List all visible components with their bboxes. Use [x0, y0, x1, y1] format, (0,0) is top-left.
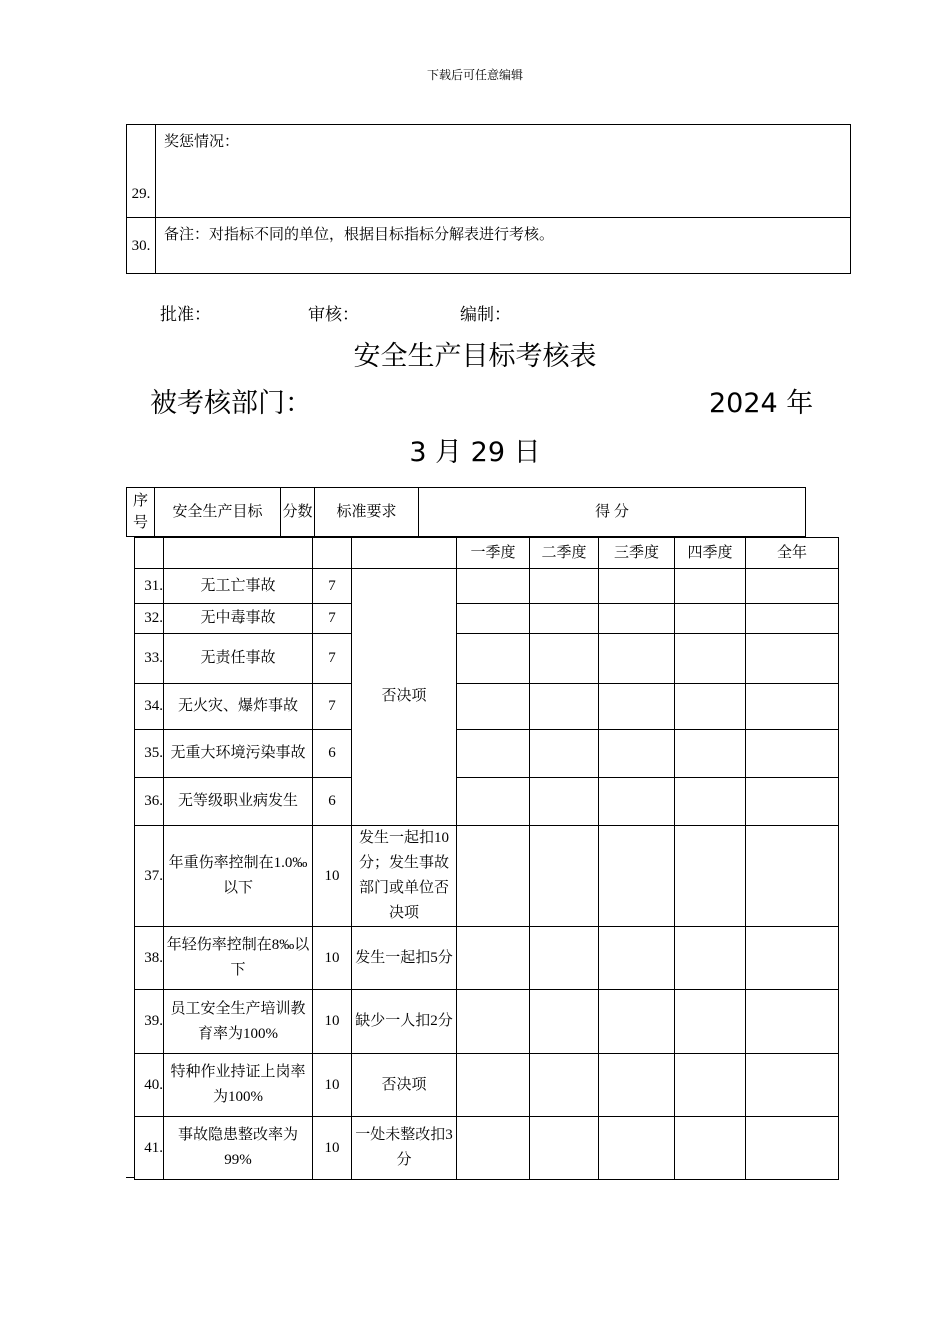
score-q2: [530, 604, 599, 634]
quarter-2-header: 二季度: [530, 538, 599, 569]
veto-standard-cell: 否决项: [352, 569, 457, 826]
score-year: [746, 826, 839, 927]
year-label: 2024 年: [709, 388, 814, 419]
score-year: [746, 634, 839, 684]
score-cell: 10: [313, 990, 352, 1054]
table-row: [135, 684, 839, 730]
dept-label: 被考核部门：: [150, 388, 312, 419]
table-row: [135, 604, 839, 634]
table-bottom-rule: [126, 1177, 134, 1178]
score-cell: 10: [313, 927, 352, 990]
score-q4: [675, 604, 746, 634]
score-year: [746, 778, 839, 826]
score-year: [746, 927, 839, 990]
score-q3: [599, 1054, 675, 1117]
goal-cell: 年重伤率控制在1.0‰以下: [164, 826, 313, 927]
score-year: [746, 604, 839, 634]
score-q1: [457, 1054, 530, 1117]
score-q3: [599, 1117, 675, 1180]
compile-label: 编制：: [460, 305, 511, 324]
goal-cell: 无中毒事故: [164, 604, 313, 634]
table-row: [127, 218, 851, 274]
score-year: [746, 1054, 839, 1117]
quarter-4-header: 四季度: [675, 538, 746, 569]
score-q4: [675, 1117, 746, 1180]
remarks-cell: 备注：对指标不同的单位，根据目标指标分解表进行考核。: [156, 218, 851, 274]
table-row: [135, 730, 839, 778]
blank-cell: [313, 538, 352, 569]
score-year: [746, 1117, 839, 1180]
score-q1: [457, 604, 530, 634]
score-cell: 7: [313, 604, 352, 634]
row-number: 33.: [135, 634, 164, 684]
score-cell: 10: [313, 826, 352, 927]
score-q2: [530, 634, 599, 684]
score-q4: [675, 927, 746, 990]
row-number: 39.: [135, 990, 164, 1054]
score-year: [746, 684, 839, 730]
standard-cell: 一处未整改扣3分: [352, 1117, 457, 1180]
row-number: 30.: [127, 218, 156, 274]
full-year-header: 全年: [746, 538, 839, 569]
approve-label: 批准：: [160, 305, 211, 324]
score-q2: [530, 990, 599, 1054]
score-q2: [530, 569, 599, 604]
goal-cell: 无等级职业病发生: [164, 778, 313, 826]
date-label: 3 月 29 日: [409, 437, 541, 468]
assessment-table-header: [126, 487, 806, 537]
row-number: 40.: [135, 1054, 164, 1117]
row-number: 31.: [135, 569, 164, 604]
standard-header: 标准要求: [315, 488, 419, 537]
standard-cell: 发生一起扣10分；发生事故部门或单位否决项: [352, 826, 457, 927]
quarter-1-header: 一季度: [457, 538, 530, 569]
rewards-penalties-cell: 奖惩情况：: [156, 125, 851, 218]
goal-cell: 无火灾、爆炸事故: [164, 684, 313, 730]
score-q3: [599, 634, 675, 684]
score-q1: [457, 730, 530, 778]
score-cell: 6: [313, 778, 352, 826]
score-year: [746, 730, 839, 778]
score-year: [746, 990, 839, 1054]
standard-cell: 缺少一人扣2分: [352, 990, 457, 1054]
row-number: 37.: [135, 826, 164, 927]
score-q1: [457, 569, 530, 604]
score-q3: [599, 730, 675, 778]
goal-cell: 无重大环境污染事故: [164, 730, 313, 778]
row-number: 38.: [135, 927, 164, 990]
header-row: [127, 488, 806, 537]
score-q1: [457, 990, 530, 1054]
blank-cell: [164, 538, 313, 569]
row-number: 36.: [135, 778, 164, 826]
score-q2: [530, 684, 599, 730]
quarter-3-header: 三季度: [599, 538, 675, 569]
score-cell: 7: [313, 634, 352, 684]
score-q2: [530, 1054, 599, 1117]
score-q4: [675, 826, 746, 927]
score-cell: 10: [313, 1054, 352, 1117]
score-q1: [457, 826, 530, 927]
review-label: 审核：: [308, 305, 359, 324]
seq-header: 序号: [127, 488, 155, 537]
table-row: [135, 634, 839, 684]
score-q3: [599, 569, 675, 604]
score-q2: [530, 778, 599, 826]
score-cell: 7: [313, 684, 352, 730]
quarter-header-row: [135, 538, 839, 569]
standard-cell: 否决项: [352, 1054, 457, 1117]
score-header: 分数: [281, 488, 315, 537]
score-q2: [530, 1117, 599, 1180]
score-q4: [675, 1054, 746, 1117]
table-row: [135, 778, 839, 826]
score-q4: [675, 634, 746, 684]
score-q2: [530, 730, 599, 778]
table-row: [135, 1117, 839, 1180]
row-number: 34.: [135, 684, 164, 730]
score-q4: [675, 684, 746, 730]
page-title: 安全生产目标考核表: [353, 341, 597, 372]
table-row: [135, 990, 839, 1054]
score-q2: [530, 927, 599, 990]
goal-cell: 年轻伤率控制在8‰以下: [164, 927, 313, 990]
goal-header: 安全生产目标: [155, 488, 281, 537]
score-q4: [675, 990, 746, 1054]
score-q3: [599, 826, 675, 927]
row-number: 32.: [135, 604, 164, 634]
score-q1: [457, 927, 530, 990]
score-q1: [457, 778, 530, 826]
score-q4: [675, 569, 746, 604]
score-q2: [530, 826, 599, 927]
score-q1: [457, 684, 530, 730]
score-cell: 7: [313, 569, 352, 604]
score-q1: [457, 634, 530, 684]
table-row: [127, 125, 851, 218]
remarks-table: [126, 124, 851, 274]
table-row: [135, 1054, 839, 1117]
table-row: [135, 569, 839, 604]
goal-cell: 事故隐患整改率为99%: [164, 1117, 313, 1180]
score-q3: [599, 927, 675, 990]
score-q4: [675, 778, 746, 826]
score-q3: [599, 604, 675, 634]
score-q1: [457, 1117, 530, 1180]
score-cell: 10: [313, 1117, 352, 1180]
goal-cell: 无责任事故: [164, 634, 313, 684]
score-q3: [599, 684, 675, 730]
assessment-table: [134, 537, 839, 1180]
table-row: [135, 826, 839, 927]
score-q3: [599, 778, 675, 826]
row-number: 41.: [135, 1117, 164, 1180]
score-q4: [675, 730, 746, 778]
row-number: 29.: [127, 125, 156, 218]
goal-cell: 员工安全生产培训教育率为100%: [164, 990, 313, 1054]
blank-cell: [352, 538, 457, 569]
row-number: 35.: [135, 730, 164, 778]
goal-cell: 特种作业持证上岗率为100%: [164, 1054, 313, 1117]
score-cell: 6: [313, 730, 352, 778]
table-row: [135, 927, 839, 990]
score-year: [746, 569, 839, 604]
standard-cell: 发生一起扣5分: [352, 927, 457, 990]
header-note: 下载后可任意编辑: [426, 68, 523, 82]
result-header: 得 分: [419, 488, 806, 537]
blank-cell: [135, 538, 164, 569]
score-q3: [599, 990, 675, 1054]
goal-cell: 无工亡事故: [164, 569, 313, 604]
